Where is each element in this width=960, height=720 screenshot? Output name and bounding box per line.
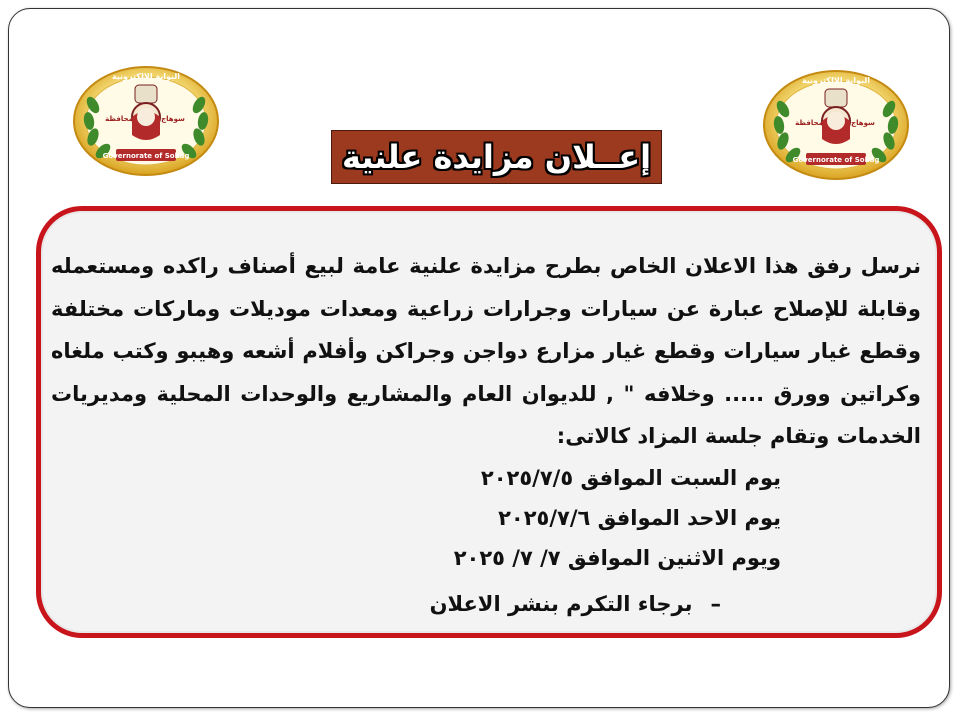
closing-dash: – bbox=[710, 591, 721, 616]
title-banner bbox=[331, 130, 662, 184]
svg-text:البوابة الالكترونية: البوابة الالكترونية bbox=[111, 72, 181, 81]
closing-text: برجاء التكرم بنشر الاعلان bbox=[429, 591, 693, 616]
page-title: إعــلان مزايدة علنية bbox=[341, 138, 652, 176]
date-line-sunday: يوم الاحد الموافق ٢٠٢٥/٧/٦ bbox=[498, 505, 781, 530]
governorate-logo-icon bbox=[71, 65, 221, 177]
svg-text:سوهاج: سوهاج bbox=[851, 119, 875, 127]
svg-text:البوابة الالكترونية: البوابة الالكترونية bbox=[801, 76, 871, 85]
governorate-logo-icon bbox=[761, 69, 911, 181]
closing-line bbox=[51, 584, 921, 624]
svg-text:Governorate of Sohag: Governorate of Sohag bbox=[102, 152, 190, 160]
svg-text:سوهاج: سوهاج bbox=[161, 115, 185, 123]
svg-text:محافظة: محافظة bbox=[795, 119, 823, 127]
date-line-monday: ويوم الاثنين الموافق ٧/ ٧/ ٢٠٢٥ bbox=[453, 545, 781, 570]
notice-box bbox=[36, 206, 942, 638]
governorate-logo-right bbox=[761, 69, 911, 181]
svg-text:Governorate of Sohag: Governorate of Sohag bbox=[792, 156, 880, 164]
notice-content bbox=[51, 245, 921, 616]
governorate-logo-left bbox=[71, 65, 221, 177]
date-line-saturday: يوم السبت الموافق ٢٠٢٥/٧/٥ bbox=[480, 465, 781, 490]
notice-paragraph: نرسل رفق هذا الاعلان الخاص بطرح مزايدة علنية عامة لبيع أصناف راكده ومستعمله وقابلة للإصلاح عبارة عن سيارات وجرارات زراعية ومعدات موديلات وماركات مختلفة وقطع غيار سيارات وقطع غيار مزارع دواجن وجراكن وأفلام أشعه وهيبو وكتب ملغاه وكراتين وورق ..... وخلافه " , للديوان العام والمشاريع والوحدات المحلية ومديريات الخدمات وتقام جلسة المزاد كالاتى: bbox=[51, 254, 921, 448]
svg-text:محافظة: محافظة bbox=[105, 115, 133, 123]
